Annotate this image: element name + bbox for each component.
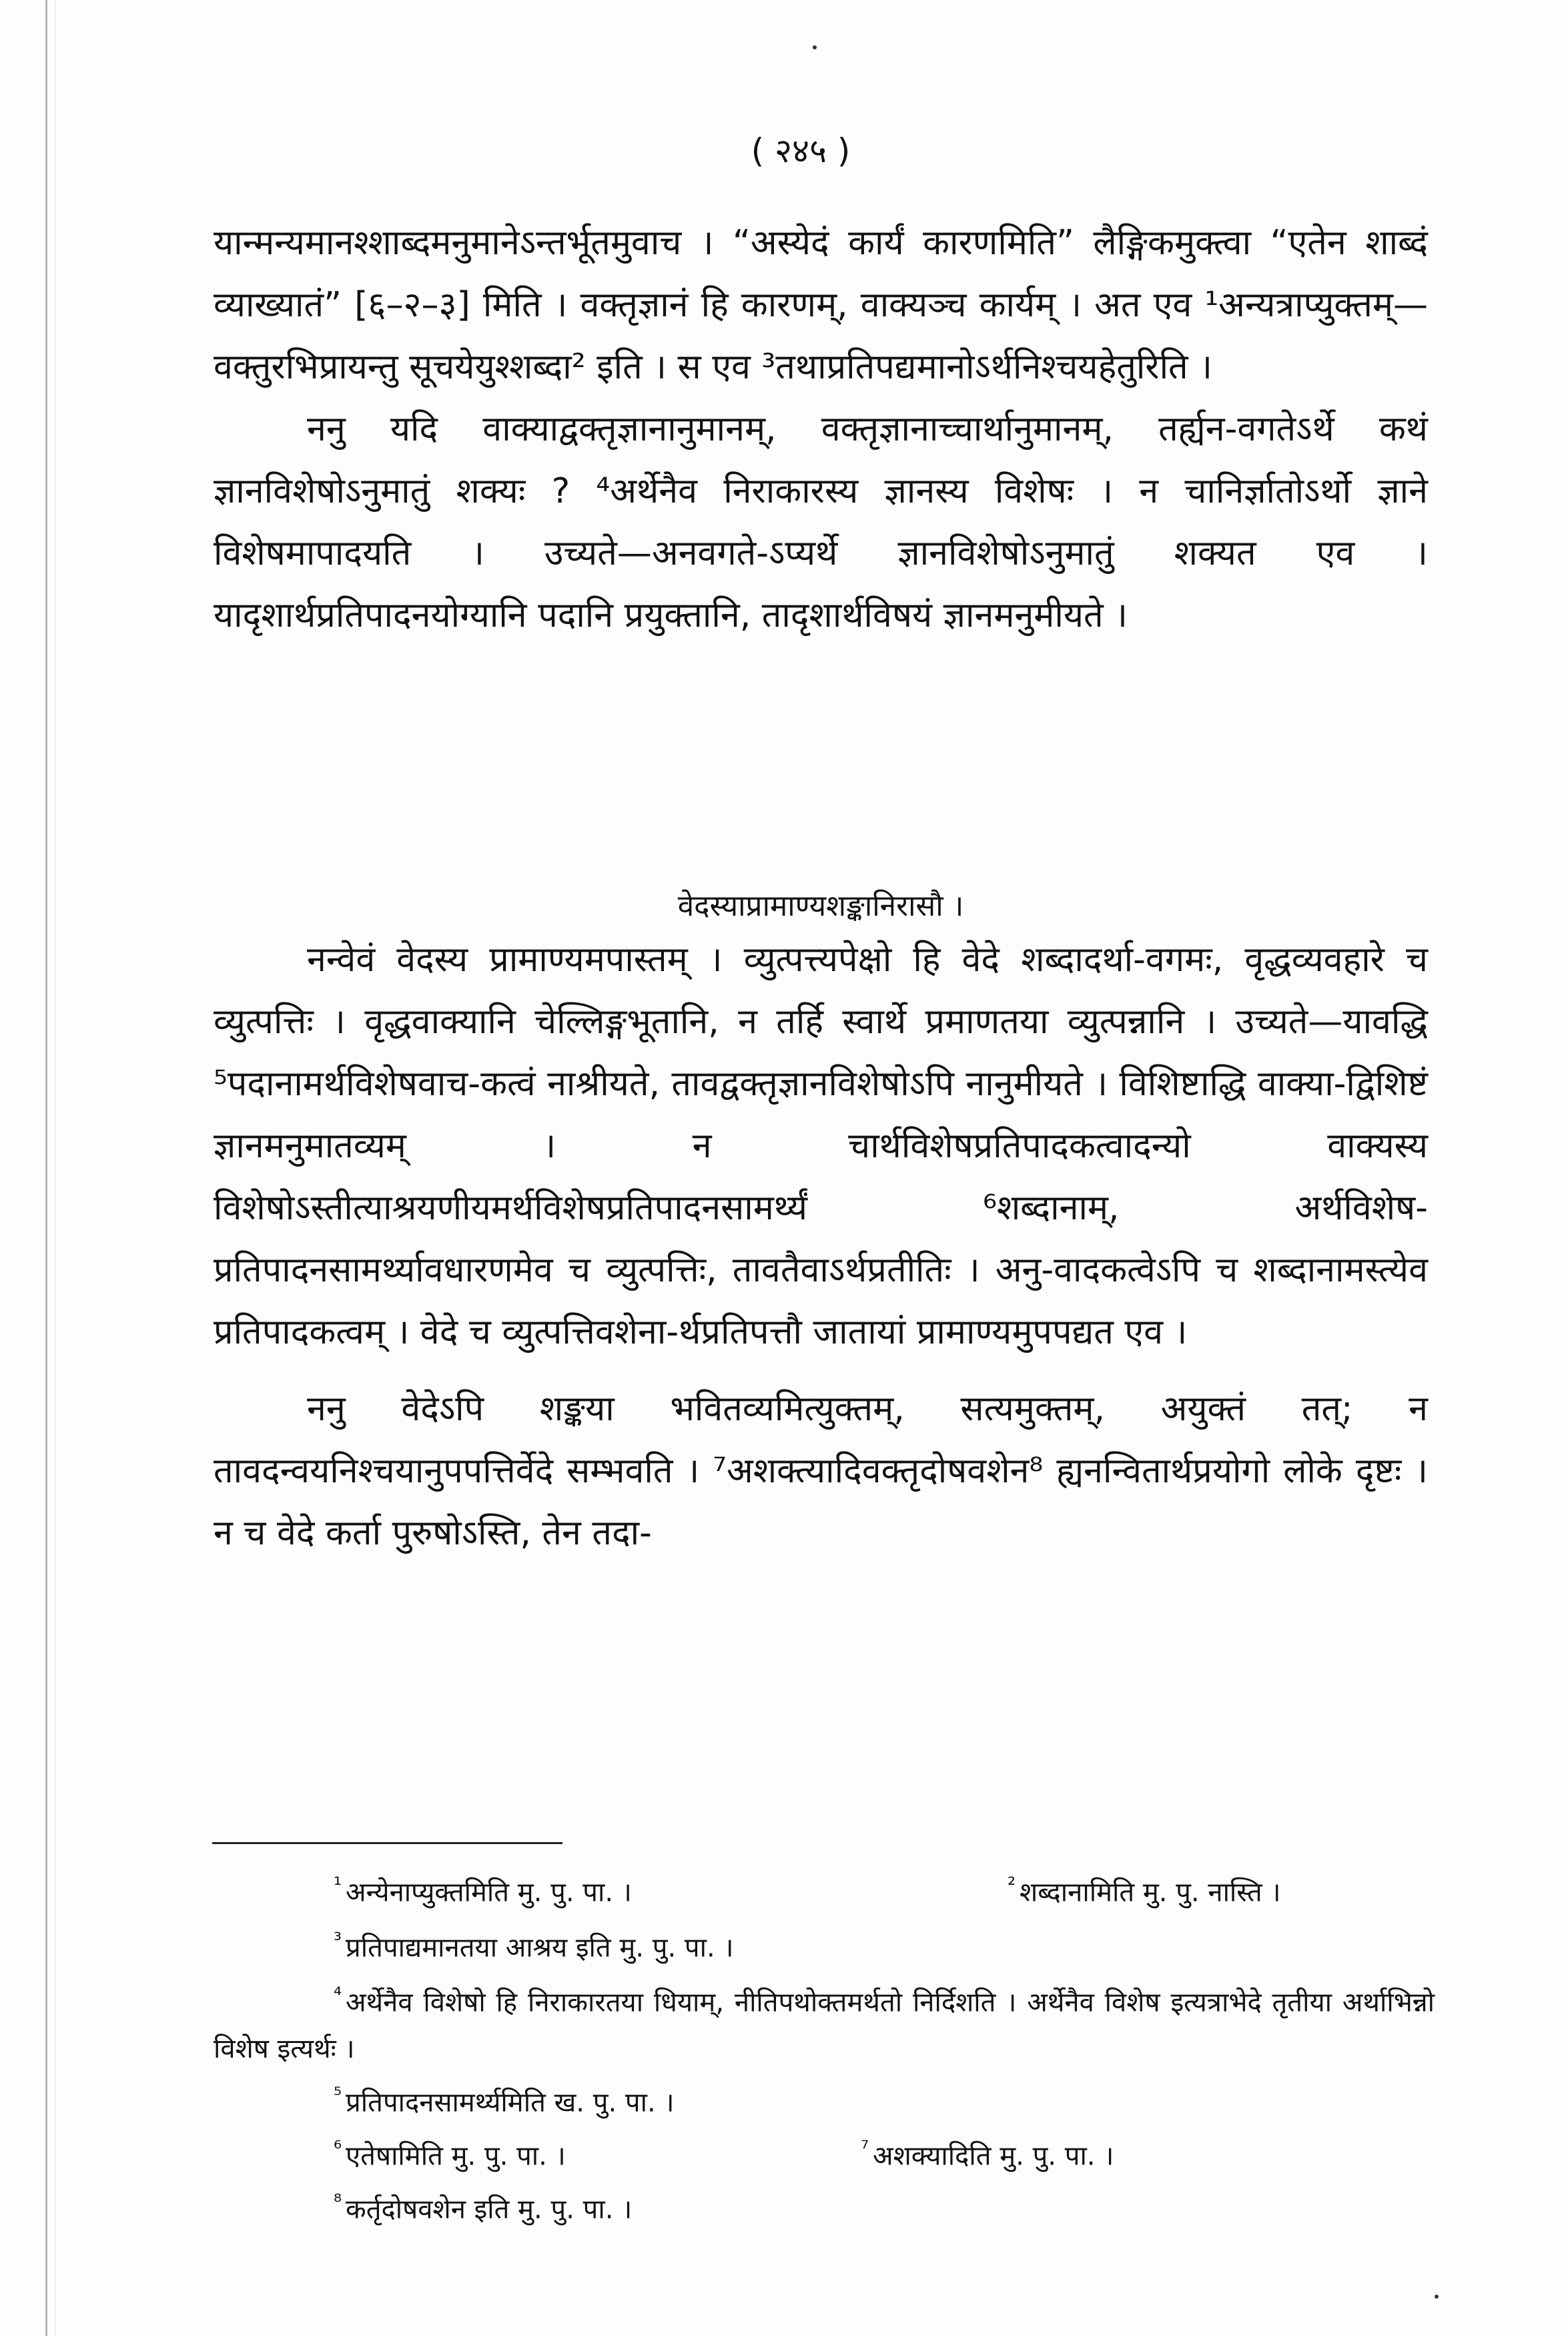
- footnote-mark: ⁴: [334, 1984, 342, 2007]
- footnote-mark: ⁷: [861, 2137, 869, 2160]
- footnote-text: शब्दानामिति मु. पु. नास्ति ।: [1020, 1877, 1281, 1908]
- print-speck: [1435, 2295, 1439, 2299]
- footnote-rule: [212, 1842, 562, 1844]
- footnote-mark: ¹: [334, 1873, 342, 1897]
- footnote-text: एतेषामिति मु. पु. पा. ।: [346, 2140, 566, 2172]
- footnote-text: अर्थेनैव विशेषो हि निराकारतया धियाम्, नीतिपथोक्तमर्थतो निर्दिशति । अर्थेनैव विशेष इत्यत्राभेदे तृतीया अर्थाभिन्नो विशेष इत्यर्थः ।: [214, 1987, 1435, 2065]
- main-text-bottom: [214, 929, 1428, 1564]
- footnote-2: [1008, 1865, 1281, 1912]
- paragraph-3: नन्वेवं वेदस्य प्रामाण्यमपास्तम् । व्युत्पत्त्यपेक्षो हि वेदे शब्दादर्था-वगमः, वृद्धव्यवहारे च व्युत्पत्तिः । वृद्धवाक्यानि चेल्लिङ्गभूतानि, न तर्हि स्वार्थे प्रमाणतया व्युत्पन्नानि । उच्यते—यावद्धि ⁵पदानामर्थविशेषवाच-कत्वं नाश्रीयते, तावद्वक्तृज्ञानविशेषोऽपि नानुमीयते । विशिष्टाद्धि वाक्या-द्विशिष्टं ज्ञानमनुमातव्यम् । न चार्थविशेषप्रतिपादकत्वादन्यो वाक्यस्य विशेषोऽस्तीत्याश्रयणीयमर्थविशेषप्रतिपादनसामर्थ्यं ⁶शब्दानाम्, अर्थविशेष-प्रतिपादनसामर्थ्यावधारणमेव च व्युत्पत्तिः, तावतैवाऽर्थप्रतीतिः । अनु-वादकत्वेऽपि च शब्दानामस्त्येव प्रतिपादकत्वम् । वेदे च व्युत्पत्तिवशेना-र्थप्रतिपत्तौ जातायां प्रामाण्यमुपपद्यत एव ।: [214, 940, 1428, 1352]
- section-heading: वेदस्याप्रामाण्यशङ्कानिरासौ ।: [677, 889, 964, 923]
- footnote-6: [334, 2129, 566, 2176]
- footnote-text: प्रतिपाद्यमानतया आश्रय इति मु. पु. पा. ।: [346, 1932, 734, 1964]
- footnote-mark: ⁶: [334, 2137, 342, 2160]
- print-speck: [813, 45, 817, 49]
- footnote-1: [334, 1865, 632, 1912]
- footnote-4: [214, 1972, 1435, 2072]
- paragraph-4: ननु वेदेऽपि शङ्कया भवितव्यमित्युक्तम्, सत्यमुक्तम्, अयुक्तं तत्; न तावदन्वयनिश्चयानुपपत्तिर्वेदे सम्भवति । ⁷अशक्त्यादिवक्तृदोषवशेन⁸ ह्यनन्वितार्थप्रयोगो लोके दृष्टः । न च वेदे कर्ता पुरुषोऽस्ति, तेन तदा-: [214, 1389, 1428, 1553]
- footnote-text: प्रतिपादनसामर्थ्यमिति ख. पु. पा. ।: [346, 2087, 675, 2118]
- footnote-7: [861, 2129, 1114, 2176]
- footnote-text: अन्येनाप्युक्तमिति मु. पु. पा. ।: [346, 1877, 632, 1908]
- footnote-3: [334, 1921, 734, 1968]
- page-number: ( २४५ ): [751, 131, 851, 170]
- footnote-mark: ²: [1008, 1873, 1016, 1897]
- footnote-5: [334, 2076, 675, 2122]
- footnote-mark: ⁸: [334, 2191, 342, 2214]
- footnote-mark: ⁵: [334, 2084, 342, 2107]
- footnote-text: अशक्यादिति मु. पु. पा. ।: [873, 2140, 1114, 2172]
- binding-edge: [45, 0, 47, 2336]
- footnote-8: [334, 2182, 632, 2229]
- paragraph-2: ननु यदि वाक्याद्वक्तृज्ञानानुमानम्, वक्तृज्ञानाच्चार्थानुमानम्, तर्ह्यन-वगतेऽर्थे कथं ज्ञानविशेषोऽनुमातुं शक्यः ? ⁴अर्थेनैव निराकारस्य ज्ञानस्य विशेषः । न चानिर्ज्ञातोऽर्थो ज्ञाने विशेषमापादयति । उच्यते—अनवगते-ऽप्यर्थे ज्ञानविशेषोऽनुमातुं शक्यत एव । यादृशार्थप्रतिपादनयोग्यानि पदानि प्रयुक्तानि, तादृशार्थविषयं ज्ञानमनुमीयते ।: [214, 409, 1428, 635]
- footnote-mark: ³: [334, 1929, 342, 1952]
- footnote-text: कर्तृदोषवशेन इति मु. पु. पा. ।: [346, 2194, 633, 2225]
- main-text-top: [214, 212, 1428, 647]
- paragraph-1: यान्मन्यमानश्शाब्दमनुमानेऽन्तर्भूतमुवाच । “अस्येदं कार्यं कारणमिति” लैङ्गिकमुक्त्वा “एतेन शाब्दं व्याख्यातं” [६–२–३] मिति । वक्तृज्ञानं हि कारणम्, वाक्यञ्च कार्यम् । अत एव ¹अन्यत्राप्युक्तम्—वक्तुरभिप्रायन्तु सूचयेयुश्शब्दा² इति । स एव ³तथाप्रतिपद्यमानोऽर्थनिश्चयहेतुरिति ।: [214, 223, 1428, 387]
